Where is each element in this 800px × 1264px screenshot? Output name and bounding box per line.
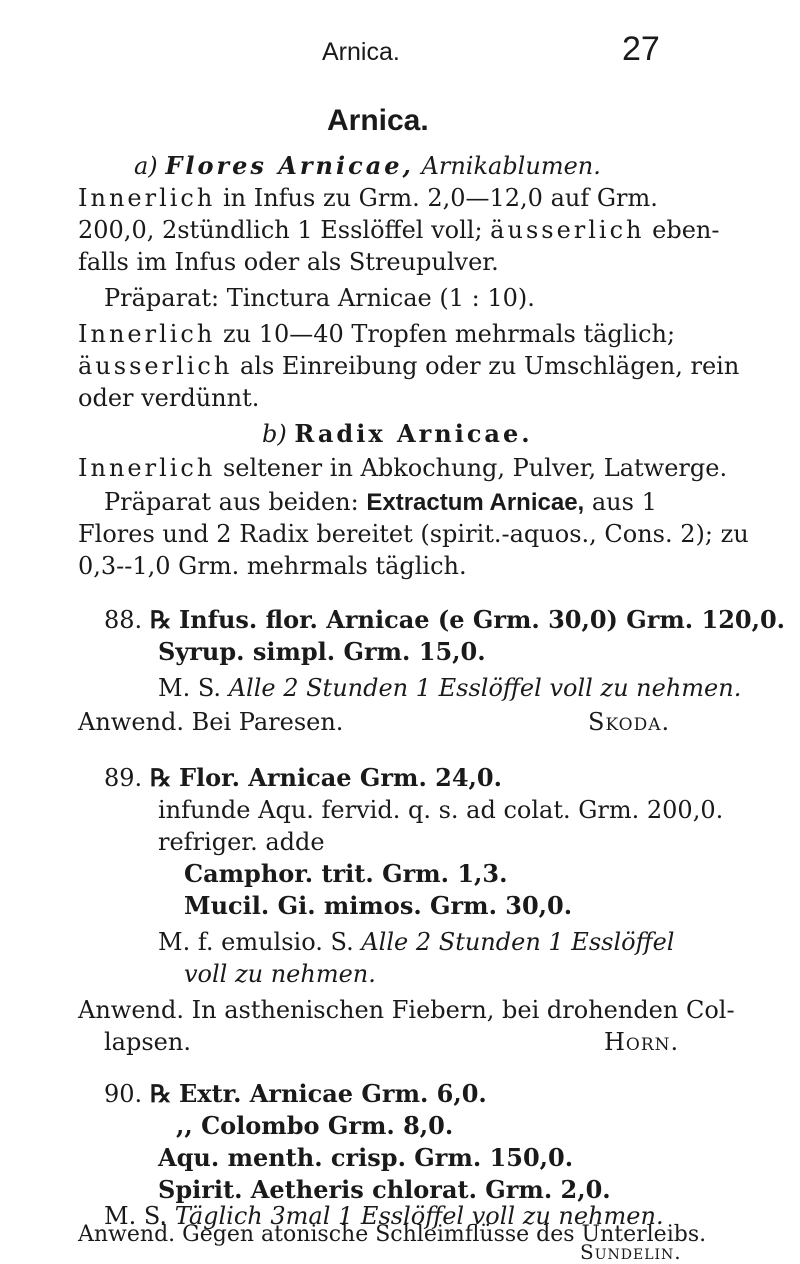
recipe-89-line-3: refriger. adde	[158, 828, 325, 856]
section-b-heading	[262, 418, 533, 450]
section-a-prep-line-3: oder verdünnt.	[78, 384, 260, 412]
recipe-89-usage: Anwend. In asthenischen Fiebern, bei drohenden Col-	[78, 996, 735, 1024]
section-a-line-2: 200,0, 2stündlich 1 Esslöffel voll; äusserlich eben-	[78, 216, 720, 244]
section-a-prep-line-2: äusserlich als Einreibung oder zu Umschlägen, rein	[78, 352, 740, 380]
recipe-90-line-1: 90. ℞ Extr. Arnicae Grm. 6,0.	[104, 1079, 487, 1108]
section-title: Arnica.	[327, 104, 429, 137]
recipe-89-author: Horn.	[604, 1028, 680, 1056]
section-b-prep-line-2: Flores und 2 Radix bereitet (spirit.-aquos., Cons. 2); zu	[78, 520, 749, 548]
recipe-89-signa: M. f. emulsio. S. Alle 2 Stunden 1 Esslöffel	[158, 928, 675, 956]
section-a-german: Arnikablumen.	[421, 152, 601, 180]
section-a-label: a)	[134, 152, 158, 180]
rx-icon: ℞	[149, 1079, 172, 1108]
recipe-90-usage: Anwend. Gegen atonische Schleimflüsse des Unterleibs.	[78, 1222, 707, 1247]
recipe-88-author: Skoda.	[588, 708, 671, 736]
recipe-89-line-2: infunde Aqu. fervid. q. s. ad colat. Grm. 200,0.	[158, 796, 724, 824]
recipe-90-signa: M. S. Täglich 3mal 1 Esslöffel voll zu nehmen.	[104, 1202, 664, 1230]
recipe-number: 88.	[104, 606, 143, 634]
section-a-name: Flores Arnicae,	[165, 151, 414, 180]
recipe-number: 90.	[104, 1080, 143, 1108]
section-a-line-1: Innerlich in Infus zu Grm. 2,0—12,0 auf Grm.	[78, 184, 658, 212]
section-a-preparation: Präparat: Tinctura Arnicae (1 : 10).	[104, 284, 535, 312]
recipe-number: 89.	[104, 764, 143, 792]
recipe-90-line-2: ,, Colombo Grm. 8,0.	[176, 1111, 454, 1140]
section-a-line-3: falls im Infus oder als Streupulver.	[78, 248, 499, 276]
recipe-89-line-1: 89. ℞ Flor. Arnicae Grm. 24,0.	[104, 763, 502, 792]
section-b-prep-line-3: 0,3--1,0 Grm. mehrmals täglich.	[78, 552, 467, 580]
section-b-label: b)	[262, 420, 287, 448]
running-title: Arnica.	[322, 38, 400, 66]
recipe-88-line-2: Syrup. simpl. Grm. 15,0.	[158, 637, 486, 666]
section-b-name: Radix Arnicae.	[294, 419, 533, 448]
rx-icon: ℞	[149, 763, 172, 792]
recipe-88-signa: M. S. Alle 2 Stunden 1 Esslöffel voll zu nehmen.	[158, 674, 742, 702]
recipe-89-line-4: Camphor. trit. Grm. 1,3.	[184, 859, 508, 888]
section-b-prep-line-1: Präparat aus beiden: Extractum Arnicae, aus 1	[104, 488, 657, 516]
section-a-heading	[134, 150, 601, 182]
recipe-88-line-1: 88. ℞ Infus. flor. Arnicae (e Grm. 30,0) Grm. 120,0.	[104, 605, 786, 634]
recipe-89-signa-2: voll zu nehmen.	[184, 960, 376, 988]
section-b-line-1: Innerlich seltener in Abkochung, Pulver, Latwerge.	[78, 454, 728, 482]
rx-icon: ℞	[149, 605, 172, 634]
recipe-88-usage: Anwend. Bei Paresen.	[78, 708, 344, 736]
recipe-90-author: Sundelin.	[580, 1240, 682, 1264]
page-number: 27	[622, 30, 660, 68]
recipe-89-line-5: Mucil. Gi. mimos. Grm. 30,0.	[184, 891, 573, 920]
recipe-90-line-3: Aqu. menth. crisp. Grm. 150,0.	[158, 1143, 574, 1172]
recipe-90-line-4: Spirit. Aetheris chlorat. Grm. 2,0.	[158, 1175, 611, 1204]
recipe-89-usage-2: lapsen.	[104, 1028, 191, 1056]
section-a-prep-line-1: Innerlich zu 10—40 Tropfen mehrmals täglich;	[78, 320, 676, 348]
